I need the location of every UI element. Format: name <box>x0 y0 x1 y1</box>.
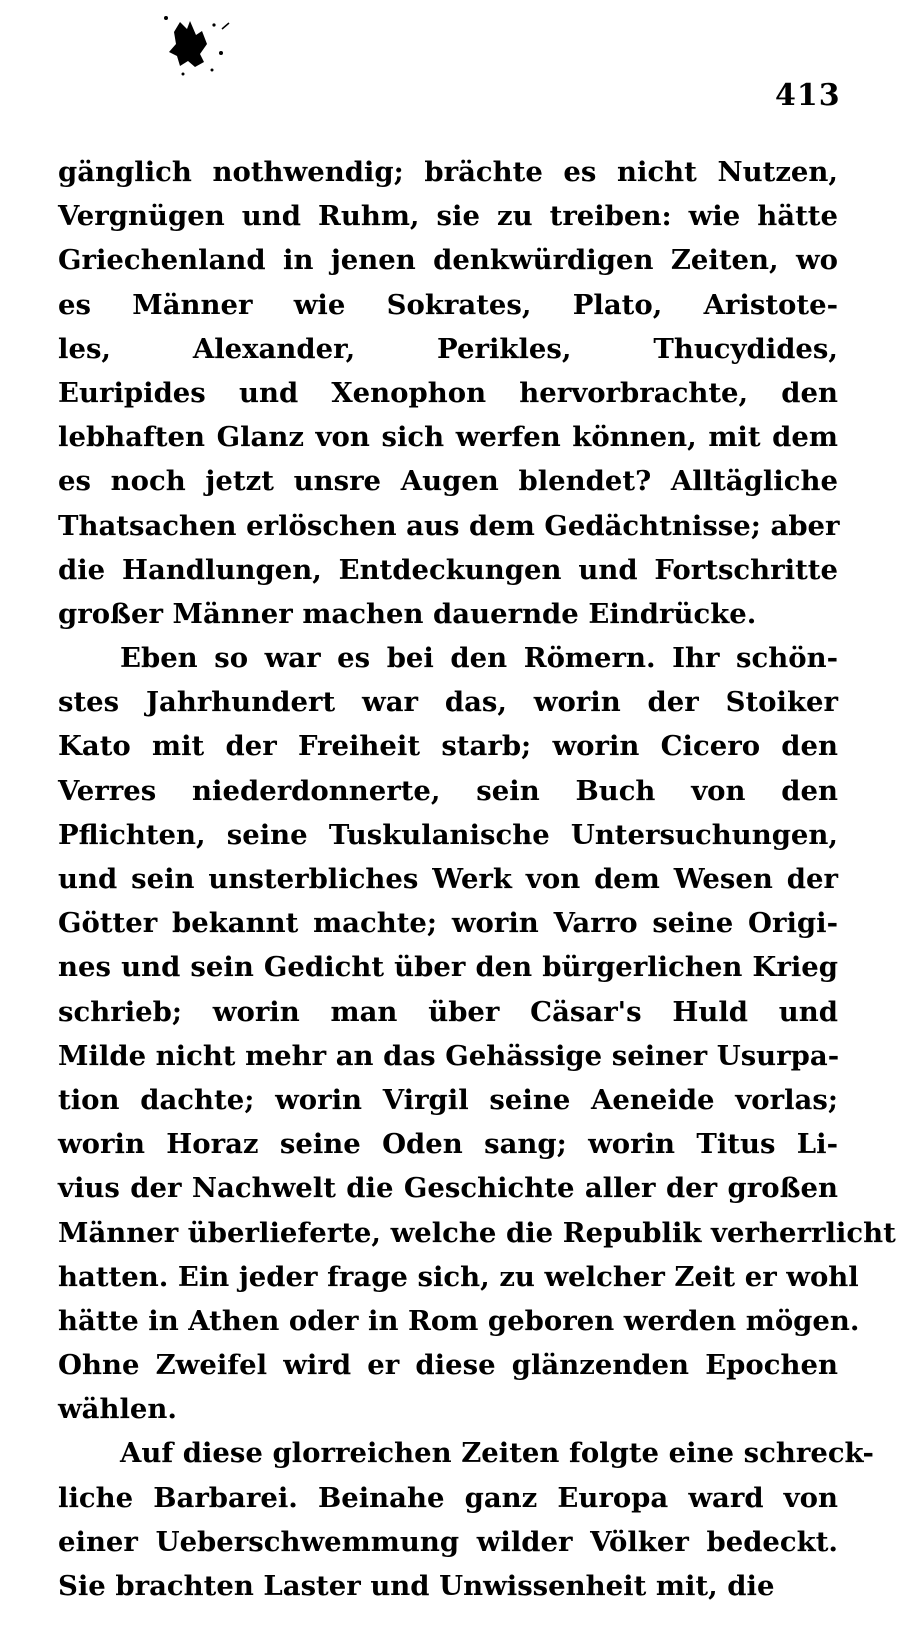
text-line: Vergnügen und Ruhm, sie zu treiben: wie hätte <box>58 200 838 233</box>
text-line: Eben so war es bei den Römern. Ihr schön- <box>120 642 838 675</box>
text-line: Männer überlieferte, welche die Republik verherrlicht <box>58 1216 896 1249</box>
text-line: gänglich nothwendig; brächte es nicht Nutzen, <box>58 156 838 188</box>
text-line: stes Jahrhundert war das, worin der Stoiker <box>58 686 838 719</box>
text-line: hatten. Ein jeder frage sich, zu welcher Zeit er wohl <box>58 1260 859 1293</box>
page-number: 413 <box>775 78 841 113</box>
text-line: es Männer wie Sokrates, Plato, Aristote- <box>58 288 838 321</box>
text-line: hätte in Athen oder in Rom geboren werden mögen. <box>58 1304 860 1337</box>
text-line: tion dachte; worin Virgil seine Aeneide vorlas; <box>58 1083 838 1116</box>
text-line: Kato mit der Freiheit starb; worin Cicero den <box>58 730 838 763</box>
text-line: Pflichten, seine Tuskulanische Untersuchungen, <box>58 818 838 851</box>
text-line: Euripides und Xenophon hervorbrachte, den <box>58 376 838 409</box>
text-line: einer Ueberschwemmung wilder Völker bedeckt. <box>58 1525 838 1558</box>
text-line: lebhaften Glanz von sich werfen können, mit dem <box>58 421 838 454</box>
paragraph <box>58 150 838 636</box>
printer-ornament-mark <box>160 10 240 80</box>
text-line: Ohne Zweifel wird er diese glänzenden Epochen <box>58 1349 838 1382</box>
paragraph <box>58 1431 874 1608</box>
text-line: Sie brachten Laster und Unwissenheit mit, die <box>58 1570 775 1602</box>
text-line: Griechenland in jenen denkwürdigen Zeiten, wo <box>58 244 838 277</box>
text-line: schrieb; worin man über Cäsar's Huld und <box>58 995 838 1028</box>
text-line: die Handlungen, Entdeckungen und Fortschritte <box>58 553 838 586</box>
text-line: liche Barbarei. Beinahe ganz Europa ward von <box>58 1481 838 1514</box>
text-line: nes und sein Gedicht über den bürgerlichen Krieg <box>58 951 838 984</box>
text-line: großer Männer machen dauernde Eindrücke. <box>58 597 757 630</box>
body-text <box>58 150 896 1608</box>
text-line: les, Alexander, Perikles, Thucydides, <box>58 332 838 365</box>
text-line: Verres niederdonnerte, sein Buch von den <box>58 774 838 807</box>
text-line: Milde nicht mehr an das Gehässige seiner Usurpa- <box>58 1039 840 1072</box>
text-line: und sein unsterbliches Werk von dem Wesen der <box>58 863 838 895</box>
text-line: es noch jetzt unsre Augen blendet? Alltägliche <box>58 465 838 498</box>
text-line: Auf diese glorreichen Zeiten folgte eine schreck- <box>120 1437 874 1470</box>
text-line: wählen. <box>58 1393 177 1426</box>
text-line: Götter bekannt machte; worin Varro seine Origi- <box>58 907 838 940</box>
text-line: Thatsachen erlöschen aus dem Gedächtnisse; aber <box>58 509 840 542</box>
text-line: worin Horaz seine Oden sang; worin Titus Li- <box>58 1128 838 1161</box>
paragraph <box>58 636 896 1431</box>
text-line: vius der Nachwelt die Geschichte aller der großen <box>58 1172 838 1205</box>
